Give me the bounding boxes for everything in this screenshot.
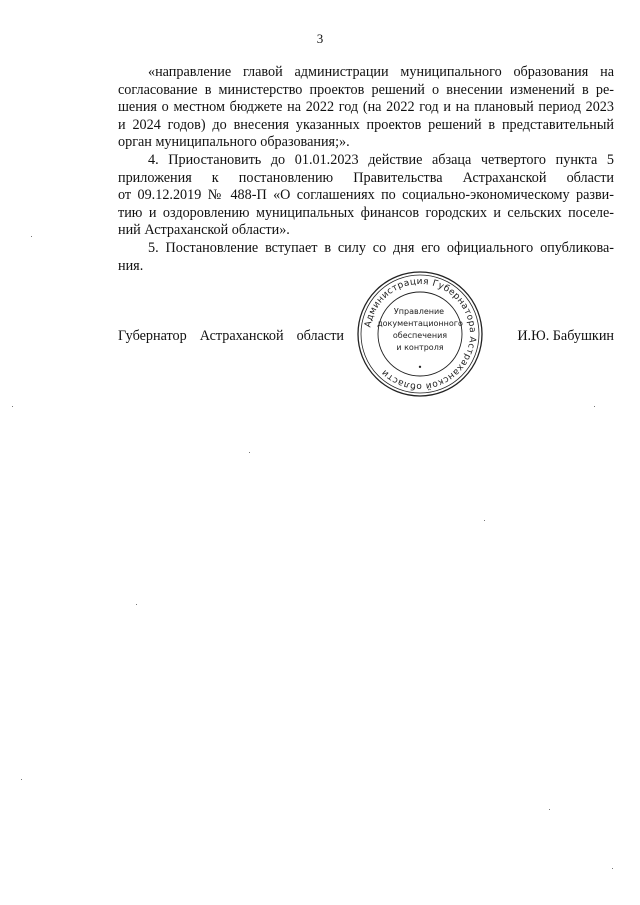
text-line: ния. (118, 257, 144, 274)
scan-speck (484, 520, 485, 521)
text-line: приложения к постановлению Правительства Астраханской области (118, 169, 614, 186)
paragraph-quoted-clause (118, 64, 614, 152)
seal-inner-line: и контроля (396, 343, 444, 352)
official-seal (355, 269, 485, 399)
scan-speck (249, 452, 250, 453)
scan-speck (12, 406, 13, 407)
text-line: 4. Приостановить до 01.01.2023 действие абзаца четвертого пункта 5 (148, 151, 614, 168)
text-line: согласование в министерство проектов решений о внесении изменений в ре- (118, 81, 614, 98)
seal-inner-line: документационного (377, 319, 463, 328)
text-line: орган муниципального образования;». (118, 134, 350, 151)
scan-speck (21, 779, 22, 780)
seal-inner-line: обеспечения (392, 331, 448, 340)
text-line: шения о местном бюджете на 2022 год (на 2022 год и на плановый период 2023 (118, 99, 614, 116)
document-body (118, 64, 614, 275)
text-line: 5. Постановление вступает в силу со дня его официального опубликова- (148, 239, 614, 256)
seal-star-icon: • (417, 363, 423, 372)
scan-speck (612, 868, 613, 869)
scan-speck (31, 236, 32, 237)
scan-speck (136, 604, 137, 605)
scan-speck (594, 406, 595, 407)
seal-outer-text: Администрация Губернатора Астраханской области (363, 276, 478, 392)
paragraph-item-4 (118, 152, 614, 240)
text-line: «направление главой администрации муниципального образования на (148, 64, 614, 80)
seal-graphic (355, 269, 485, 399)
text-line: тию и оздоровлению муниципальных финансов городских и сельских поселе- (118, 204, 614, 221)
signatory-title: Губернатор Астраханской области (118, 328, 344, 344)
scan-speck (549, 809, 550, 810)
page-number: 3 (316, 31, 324, 46)
text-line: ний Астраханской области». (118, 222, 290, 239)
signatory-name: И.Ю. Бабушкин (517, 328, 614, 344)
text-line: от 09.12.2019 № 488-П «О соглашениях по социально-экономическому разви- (118, 187, 614, 204)
text-line: и 2024 годов) до внесения указанных проектов решений в представительный (118, 116, 614, 133)
seal-inner-line: Управление (393, 307, 445, 316)
